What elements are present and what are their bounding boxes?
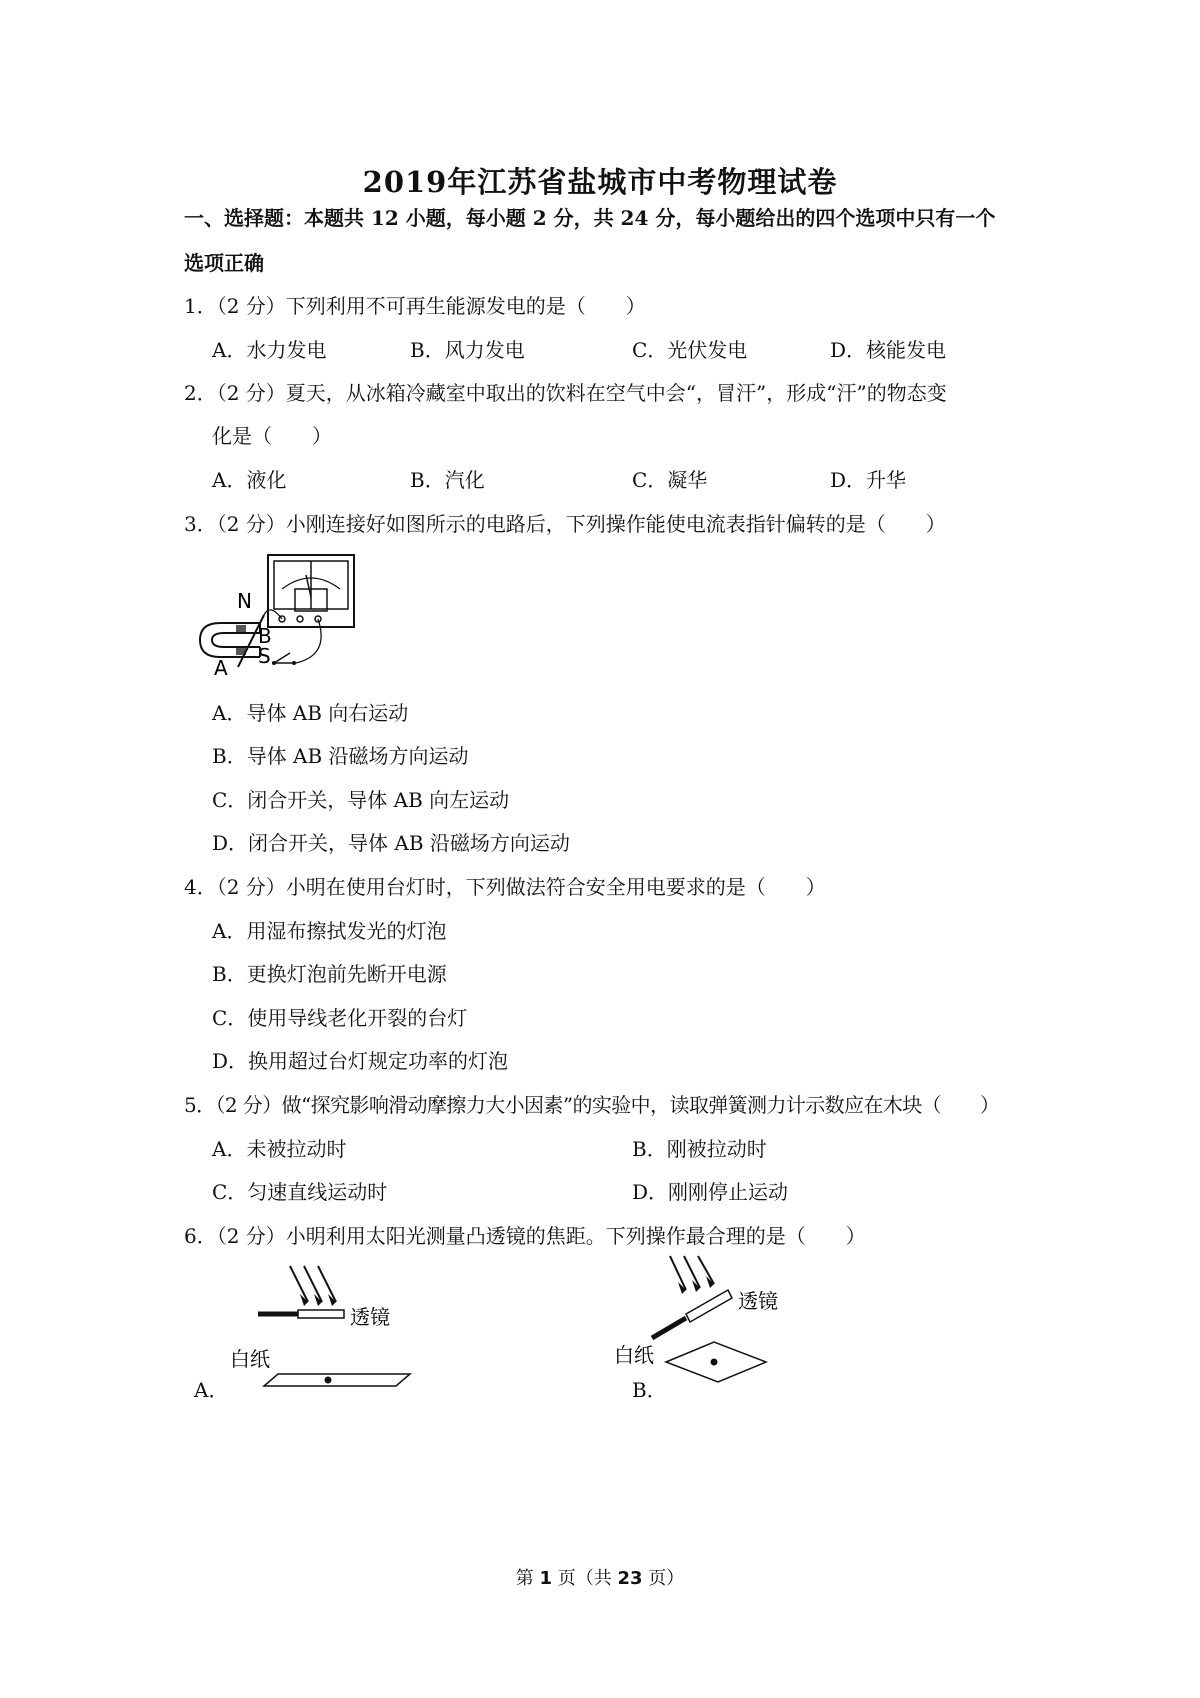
figure-a-paper-label: 白纸 xyxy=(230,1347,270,1371)
q1-option-d: D．核能发电 xyxy=(830,338,947,362)
question-2-stem-line2: 化是（ ） xyxy=(212,424,332,448)
q5-option-b: B．刚被拉动时 xyxy=(632,1137,767,1161)
q4-option-d: D．换用超过台灯规定功率的灯泡 xyxy=(212,1049,509,1073)
q2-option-c: C．凝华 xyxy=(632,468,708,492)
figure-a-lens-label: 透镜 xyxy=(350,1305,390,1329)
footer-prefix: 第 xyxy=(515,1568,540,1589)
question-4-stem: 4．（2 分）小明在使用台灯时，下列做法符合安全用电要求的是（ ） xyxy=(184,875,826,899)
figure-label-b: B xyxy=(258,624,272,648)
q2-option-b: B．汽化 xyxy=(410,468,485,492)
section-heading-line1: 一、选择题：本题共 12 小题，每小题 2 分，共 24 分，每小题给出的四个选项中只有一个 xyxy=(184,206,996,230)
page-footer xyxy=(0,1564,1200,1590)
question-3-stem: 3．（2 分）小刚连接好如图所示的电路后，下列操作能使电流表指针偏转的是（ ） xyxy=(184,512,946,536)
q5-option-a: A．未被拉动时 xyxy=(212,1137,347,1161)
figure-label-a: A xyxy=(214,656,228,680)
q5-option-d: D．刚刚停止运动 xyxy=(632,1180,789,1204)
footer-suffix: 页） xyxy=(642,1568,685,1589)
electromagnetic-induction-figure xyxy=(200,545,360,685)
q4-option-c: C．使用导线老化开裂的台灯 xyxy=(212,1006,468,1030)
q1-option-c: C．光伏发电 xyxy=(632,338,748,362)
footer-middle: 页（共 xyxy=(552,1568,618,1589)
q2-option-a: A．液化 xyxy=(212,468,287,492)
q1-option-a: A．水力发电 xyxy=(212,338,327,362)
q5-option-c: C．匀速直线运动时 xyxy=(212,1180,388,1204)
figure-label-n: N xyxy=(237,589,252,613)
q4-option-b: B．更换灯泡前先断开电源 xyxy=(212,962,447,986)
lens-setup-figure-b xyxy=(614,1252,840,1392)
figure-b-lens-label: 透镜 xyxy=(738,1289,778,1313)
section-heading-line2: 选项正确 xyxy=(184,251,264,275)
q6-option-b: B． xyxy=(632,1378,667,1402)
q4-option-a: A．用湿布擦拭发光的灯泡 xyxy=(212,919,447,943)
q3-option-c: C．闭合开关，导体 AB 向左运动 xyxy=(212,788,510,812)
q6-option-a: A． xyxy=(194,1378,229,1402)
question-1-stem: 1．（2 分）下列利用不可再生能源发电的是（ ） xyxy=(184,294,646,318)
page-title: 2019年江苏省盐城市中考物理试卷 xyxy=(362,165,838,199)
figure-label-s: S xyxy=(258,644,271,668)
q3-option-d: D．闭合开关，导体 AB 沿磁场方向运动 xyxy=(212,831,570,855)
question-2-stem-line1: 2．（2 分）夏天，从冰箱冷藏室中取出的饮料在空气中会“，冒汗”，形成“汗”的物态变 xyxy=(184,381,947,405)
q1-option-b: B．风力发电 xyxy=(410,338,525,362)
question-5-stem: 5．（2 分）做“探究影响滑动摩擦力大小因素”的实验中，读取弹簧测力计示数应在木块（ ） xyxy=(184,1093,1000,1117)
q2-option-d: D．升华 xyxy=(830,468,907,492)
footer-page-number: 1 xyxy=(539,1568,552,1589)
question-6-stem: 6．（2 分）小明利用太阳光测量凸透镜的焦距。下列操作最合理的是（ ） xyxy=(184,1224,866,1248)
q3-option-b: B．导体 AB 沿磁场方向运动 xyxy=(212,744,469,768)
footer-total-pages: 23 xyxy=(617,1568,643,1589)
lens-setup-figure-a xyxy=(230,1262,450,1392)
figure-b-paper-label: 白纸 xyxy=(614,1343,654,1367)
q3-option-a: A．导体 AB 向右运动 xyxy=(212,701,409,725)
